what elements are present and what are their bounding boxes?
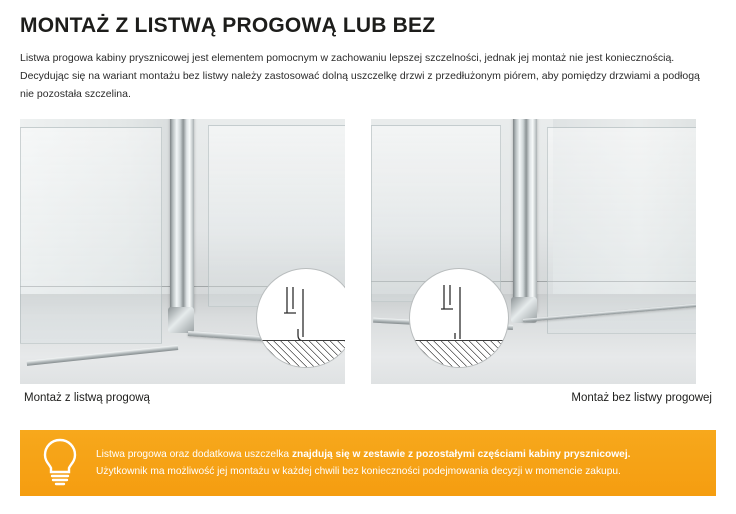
note-line-1-bold: znajdują się w zestawie z pozostałymi częściami kabiny prysznicowej. (291, 448, 631, 460)
photo-without-threshold (371, 119, 696, 384)
illustration-panels (20, 119, 716, 384)
info-note-bar (20, 430, 716, 496)
intro-paragraph (20, 49, 716, 103)
floor-hatching-right (410, 340, 508, 367)
profile-foot-left (168, 307, 194, 333)
glass-pane-right-2 (547, 127, 696, 334)
intro-line-3: nie pozostała szczelina. (20, 88, 131, 101)
glass-pane-left-1 (20, 127, 162, 344)
chrome-profile-left (170, 119, 194, 313)
note-line-1-plain: Listwa progowa oraz dodatkowa uszczelka (96, 448, 292, 460)
no-threshold-detail-inset (409, 268, 509, 368)
note-line-1 (96, 446, 631, 463)
captions-row (20, 392, 716, 414)
note-line-2: Użytkownik ma możliwość jej montażu w każdej chwili bez konieczności podejmowania decyzji w momencie zakupu. (96, 466, 621, 477)
intro-line-1: Listwa progowa kabiny prysznicowej jest elementem pomocnym w zachowaniu lepszej szczelności, jednak jej montaż nie jest koniecznością. (20, 52, 675, 65)
caption-without-threshold: Montaż bez listwy progowej (571, 392, 712, 405)
intro-line-2: Decydując się na wariant montażu bez listwy należy zastosować dolną uszczelkę drzwi z przedłużonym piórem, aby pomiędzy drzwiami a podłogą (20, 70, 700, 83)
photo-with-threshold (20, 119, 345, 384)
note-text (96, 446, 631, 481)
document-page (0, 14, 736, 514)
caption-with-threshold: Montaż z listwą progową (24, 392, 150, 405)
lightbulb-icon (38, 436, 82, 490)
page-title: MONTAŻ Z LISTWĄ PROGOWĄ LUB BEZ (20, 14, 436, 37)
threshold-detail-inset (256, 268, 345, 368)
chrome-profile-right (513, 119, 537, 313)
lightbulb-icon-svg (38, 436, 82, 490)
floor-hatching-left (257, 340, 345, 367)
